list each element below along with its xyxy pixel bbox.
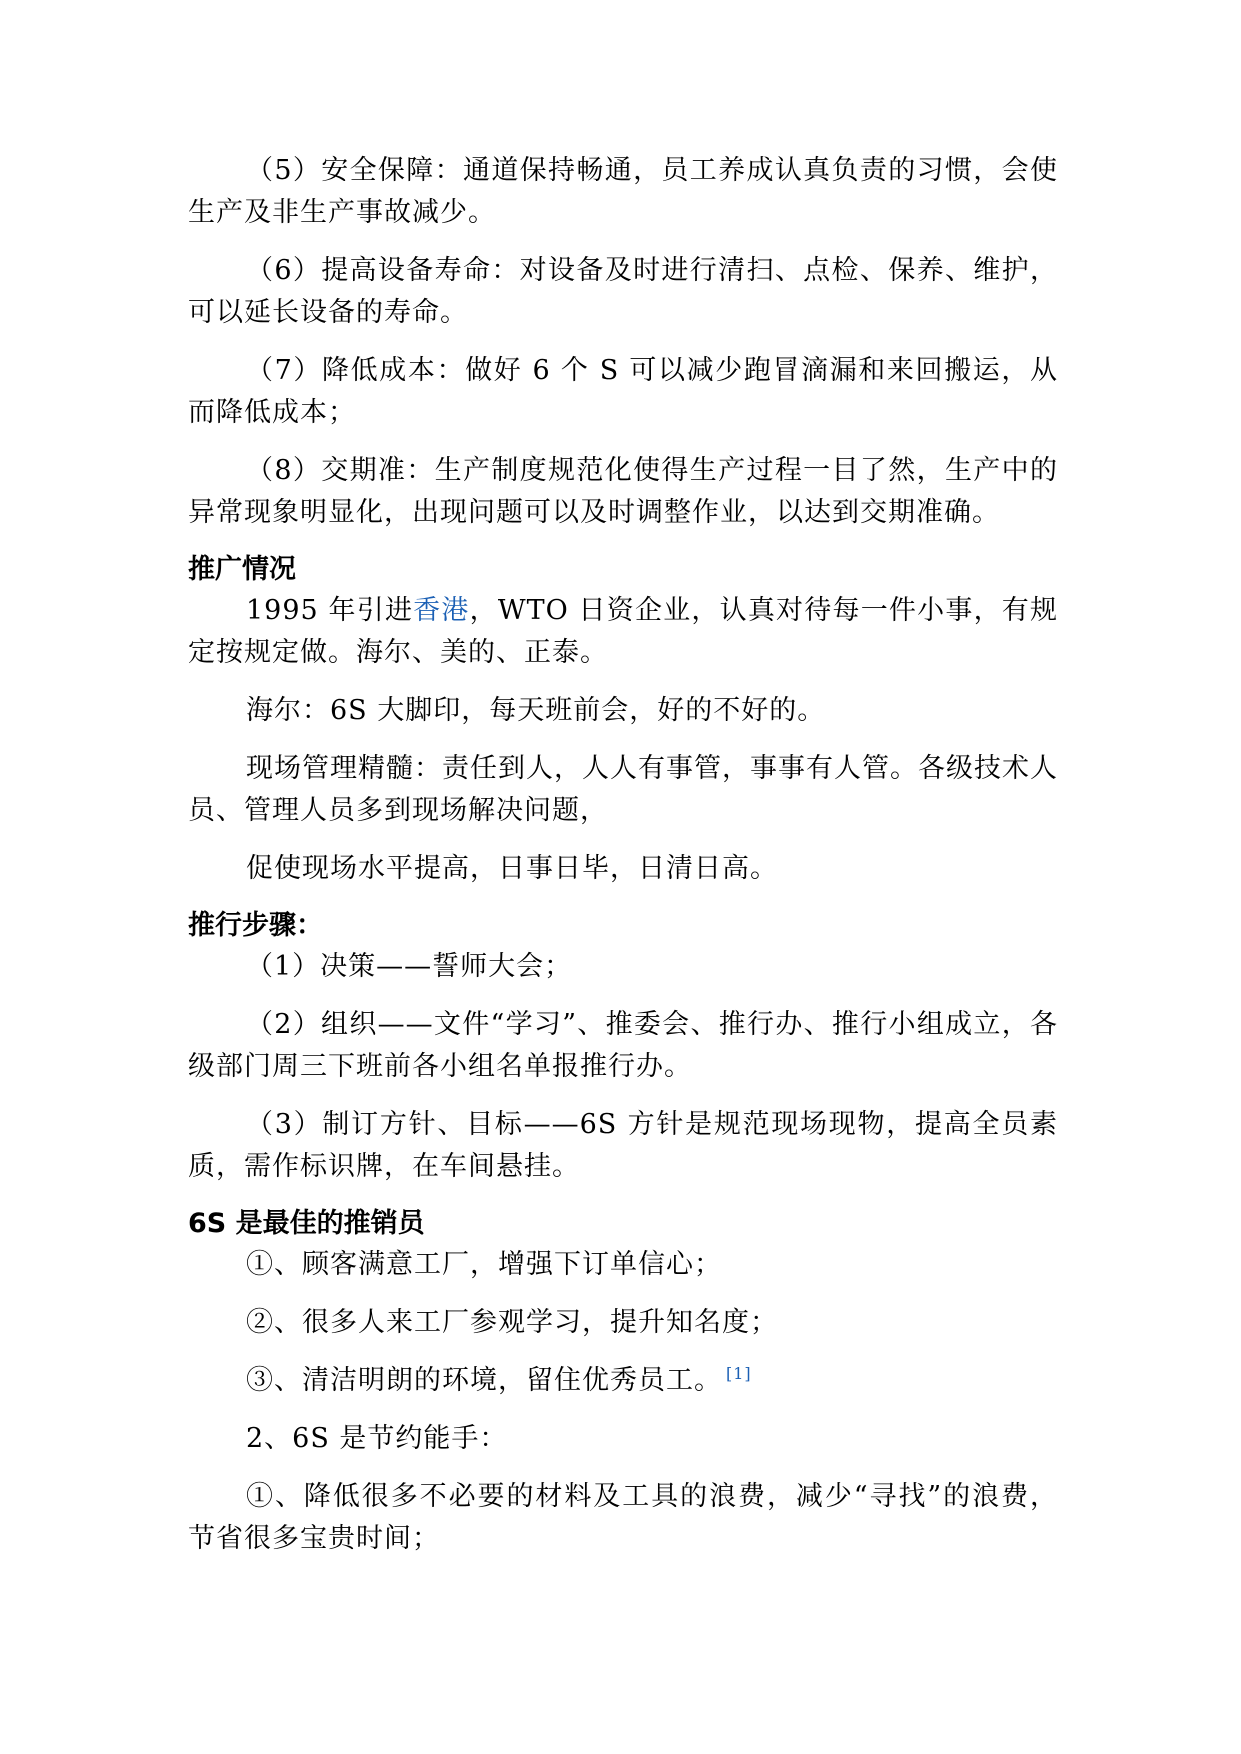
paragraph-saving-expert: 2、6S 是节约能手： — [246, 1423, 508, 1454]
list-item-visitors: ②、很多人来工厂参观学习，提升知名度； — [246, 1307, 778, 1338]
paragraph-reduce-cost: （7）降低成本：做好 6 个 S 可以减少跑冒滴漏和来回搬运，从而降低成本； — [188, 355, 1058, 428]
paragraph-step-2: （2）组织——文件“学习”、推委会、推行办、推行小组成立，各级部门周三下班前各小组名单报推行办。 — [188, 1009, 1058, 1082]
paragraph-improve: 促使现场水平提高，日事日毕，日清日高。 — [246, 853, 778, 884]
document-body — [188, 150, 1058, 1576]
paragraph-equipment-life: （6）提高设备寿命：对设备及时进行清扫、点检、保养、维护，可以延长设备的寿命。 — [188, 255, 1058, 328]
link-hongkong[interactable]: 香港 — [413, 595, 470, 626]
text-segment: ③、清洁明朗的环境，留住优秀员工。 — [246, 1365, 722, 1396]
paragraph-step-3: （3）制订方针、目标——6S 方针是规范现场现物，提高全员素质，需作标识牌，在车间悬挂。 — [188, 1109, 1058, 1182]
heading-steps: 推行步骤： — [188, 910, 323, 941]
paragraph-step-1: （1）决策——誓师大会； — [246, 951, 573, 982]
list-item-customer: ①、顾客满意工厂，增强下订单信心； — [246, 1249, 722, 1280]
paragraph-promotion-intro — [188, 590, 1058, 674]
paragraph-essence: 现场管理精髓：责任到人，人人有事管，事事有人管。各级技术人员、管理人员多到现场解决问题， — [188, 753, 1058, 826]
list-item-environment — [188, 1360, 1058, 1402]
paragraph-safety: （5）安全保障：通道保持畅通，员工养成认真负责的习惯，会使生产及非生产事故减少。 — [188, 155, 1058, 228]
list-item-reduce-waste: ①、降低很多不必要的材料及工具的浪费，减少“寻找”的浪费，节省很多宝贵时间； — [188, 1481, 1058, 1554]
paragraph-delivery: （8）交期准：生产制度规范化使得生产过程一目了然，生产中的异常现象明显化，出现问题可以及时调整作业，以达到交期准确。 — [188, 455, 1058, 528]
heading-promotion: 推广情况 — [188, 554, 296, 585]
heading-best-salesman: 6S 是最佳的推销员 — [188, 1208, 425, 1239]
paragraph-haier: 海尔：6S 大脚印，每天班前会，好的不好的。 — [246, 695, 826, 726]
text-segment: ，WTO 日资企业，认真对待每一件小事，有规定按规定做。海尔、美的、正泰。 — [188, 595, 1059, 668]
text-segment: 1995 年引进 — [246, 595, 414, 626]
reference-link[interactable]: [1] — [726, 1364, 752, 1383]
